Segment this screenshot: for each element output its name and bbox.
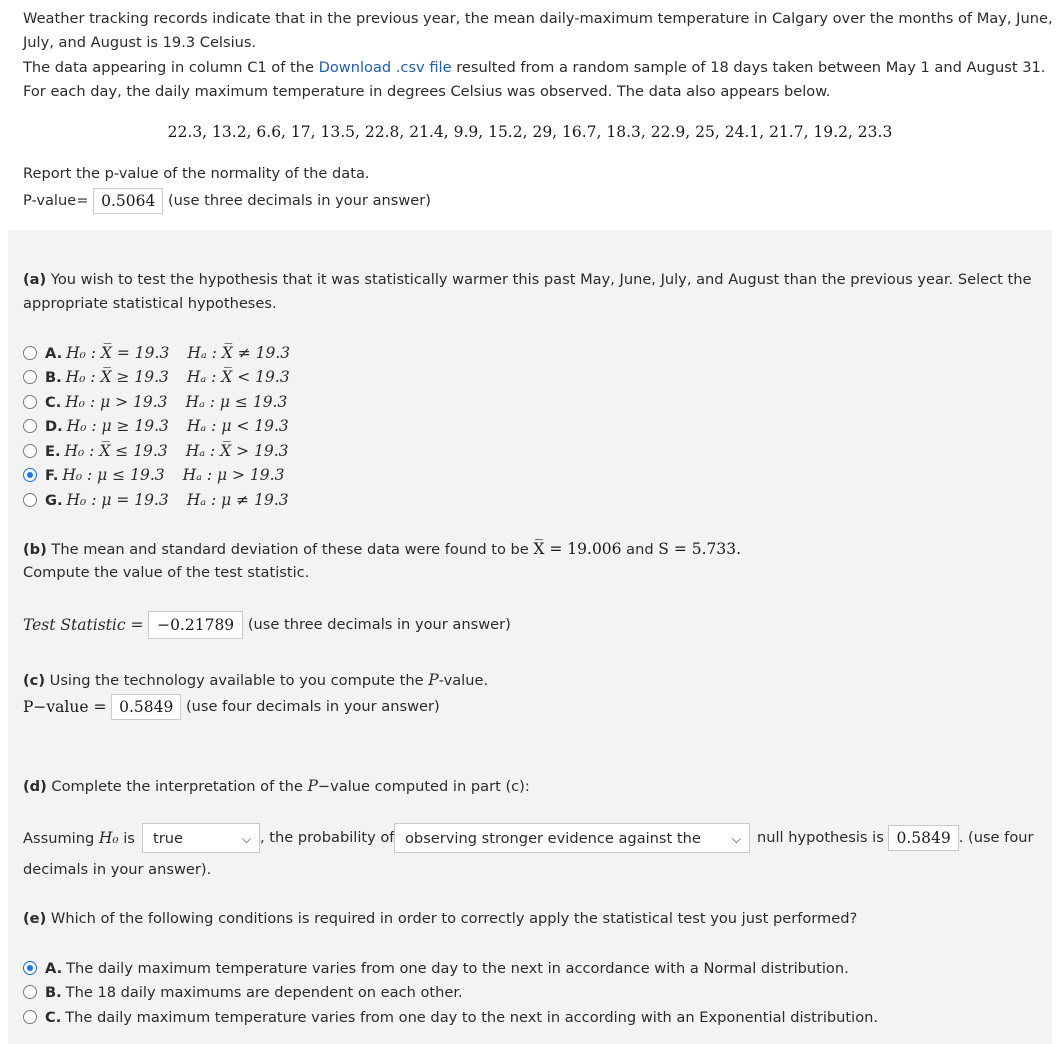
normality-hint: (use three decimals in your answer)	[167, 192, 431, 209]
alternative-hypothesis: Hₐ : μ > 19.3	[182, 466, 285, 484]
part-d-label: (d)	[23, 778, 47, 795]
radio-button[interactable]	[23, 1010, 37, 1024]
alternative-hypothesis: Hₐ : X̅ ≠ 19.3	[187, 344, 291, 362]
radio-button[interactable]	[23, 985, 37, 999]
option-letter: G.	[45, 492, 63, 509]
test-statistic-hint: (use three decimals in your answer)	[247, 616, 511, 633]
null-hypothesis: H₀ : μ ≤ 19.3	[62, 466, 165, 484]
option-letter: E.	[45, 443, 61, 460]
part-e-text-body: Which of the following conditions is required in order to correctly apply the statistical test you just performed?	[46, 910, 858, 927]
part-e-text	[23, 909, 857, 929]
part-d-text-body: Complete the interpretation of the	[46, 778, 308, 795]
alternative-hypothesis: Hₐ : μ ≠ 19.3	[186, 491, 289, 509]
null-hypothesis: H₀ : X̅ = 19.3	[66, 344, 170, 362]
test-statistic-input[interactable]: −0.21789	[148, 611, 243, 639]
hypothesis-option[interactable]	[23, 415, 289, 438]
radio-button[interactable]	[23, 444, 37, 458]
option-text: The daily maximum temperature varies from one day to the next in accordance with a Normal distribution.	[66, 960, 849, 977]
option-text: The daily maximum temperature varies from one day to the next in according with an Exponential distribution.	[65, 1009, 879, 1026]
part-c-p-symbol: P	[428, 671, 439, 689]
alternative-hypothesis: Hₐ : μ < 19.3	[186, 417, 289, 435]
option-letter: A.	[45, 345, 63, 362]
option-letter: D.	[45, 418, 63, 435]
normality-pvalue-input[interactable]: 0.5064	[93, 188, 163, 214]
download-csv-link[interactable]: Download .csv file	[318, 59, 452, 76]
radio-button[interactable]	[23, 419, 37, 433]
hypothesis-option[interactable]	[23, 464, 284, 487]
truth-select-value: true	[153, 830, 183, 847]
part-a-text-2: appropriate statistical hypotheses.	[23, 295, 277, 312]
option-letter: B.	[45, 984, 62, 1001]
hypothesis-option[interactable]	[23, 366, 290, 389]
option-letter: C.	[45, 1009, 62, 1026]
radio-button[interactable]	[23, 370, 37, 384]
part-e-label: (e)	[23, 910, 47, 927]
part-b-text: The mean and standard deviation of these data were found to be	[46, 541, 534, 558]
part-b-and: and	[621, 541, 659, 558]
part-b-text-1	[23, 539, 741, 560]
evidence-select[interactable]	[394, 823, 750, 853]
hypothesis-option[interactable]	[23, 489, 289, 512]
part-c-label: (c)	[23, 672, 45, 689]
condition-option[interactable]	[23, 982, 463, 1004]
hypothesis-option[interactable]	[23, 342, 290, 365]
part-d-tail: null hypothesis is	[757, 829, 884, 846]
intro-line-3-post: resulted from a random sample of 18 days taken between May 1 and August 31.	[451, 59, 1046, 76]
alternative-hypothesis: Hₐ : μ ≤ 19.3	[185, 393, 288, 411]
hypothesis-option[interactable]	[23, 391, 287, 414]
null-hypothesis: H₀ : μ = 19.3	[66, 491, 169, 509]
part-c-text	[23, 670, 488, 691]
option-letter: B.	[45, 369, 62, 386]
null-hypothesis: H₀ : μ ≥ 19.3	[66, 417, 169, 435]
radio-button[interactable]	[23, 493, 37, 507]
part-d-is: is	[118, 830, 135, 847]
part-a-label: (a)	[23, 271, 47, 288]
mean-expression: X̅ = 19.006	[533, 540, 622, 558]
condition-option[interactable]	[23, 1007, 878, 1029]
part-d-tail-row	[757, 823, 1034, 853]
null-hypothesis: H₀ : X̅ ≤ 19.3	[64, 442, 168, 460]
intro-line-3-pre: The data appearing in column C1 of the	[23, 59, 319, 76]
part-d-text	[23, 776, 530, 797]
pvalue-input[interactable]: 0.5849	[111, 694, 181, 720]
part-d-assuming-text: Assuming	[23, 830, 99, 847]
chevron-down-icon: ⌵	[241, 832, 251, 846]
part-a-text: You wish to test the hypothesis that it was statistically warmer this past May, June, July, and August than the previous year. Select the	[46, 271, 1032, 288]
intro-line-3	[23, 58, 1045, 78]
pvalue-row	[23, 692, 440, 722]
part-d-h0: H₀	[98, 829, 119, 847]
normality-label: P-value=	[23, 192, 89, 209]
part-d-line-2: decimals in your answer).	[23, 861, 212, 878]
data-values: 22.3, 13.2, 6.6, 17, 13.5, 22.8, 21.4, 9.9, 15.2, 29, 16.7, 18.3, 22.9, 25, 24.1, 21.7, 19.2, 23.3	[167, 123, 893, 141]
part-c-text-body: Using the technology available to you compute the	[45, 672, 429, 689]
intro-line-2: July, and August is 19.3 Celsius.	[23, 34, 257, 51]
radio-selected[interactable]	[23, 468, 37, 482]
alternative-hypothesis: Hₐ : X̅ < 19.3	[186, 368, 290, 386]
part-d-assuming	[23, 827, 135, 850]
pvalue-label: P−value =	[23, 698, 107, 716]
intro-line-1: Weather tracking records indicate that in the previous year, the mean daily-maximum temperature in Calgary over the months of May, June,	[23, 10, 1053, 27]
option-text: The 18 daily maximums are dependent on each other.	[65, 984, 463, 1001]
part-a-text-1	[23, 270, 1031, 290]
normality-prompt: Report the p-value of the normality of the data.	[23, 165, 370, 182]
sd-expression: S = 5.733.	[658, 540, 742, 558]
part-d-mid: , the probability of	[260, 829, 395, 846]
null-hypothesis: H₀ : X̅ ≥ 19.3	[65, 368, 169, 386]
pvalue-hint: (use four decimals in your answer)	[185, 698, 440, 715]
part-d-p-symbol: P	[307, 777, 318, 795]
test-statistic-label: Test Statistic =	[23, 616, 144, 634]
condition-option[interactable]	[23, 958, 849, 980]
alternative-hypothesis: Hₐ : X̅ > 19.3	[185, 442, 289, 460]
truth-select[interactable]	[142, 823, 260, 853]
part-d-end: . (use four	[958, 829, 1034, 846]
part-c-text-end: -value.	[438, 672, 489, 689]
option-letter: C.	[45, 394, 62, 411]
part-b-text-2: Compute the value of the test statistic.	[23, 564, 310, 581]
radio-button[interactable]	[23, 395, 37, 409]
part-d-text-end: −value computed in part (c):	[317, 778, 530, 795]
option-letter: A.	[45, 960, 63, 977]
option-letter: F.	[45, 467, 59, 484]
hypothesis-option[interactable]	[23, 440, 289, 463]
null-hypothesis: H₀ : μ > 19.3	[65, 393, 168, 411]
normality-row	[23, 186, 431, 216]
intro-line-4: For each day, the daily maximum temperature in degrees Celsius was observed. The data also appears below.	[23, 83, 831, 100]
part-d-answer-input[interactable]: 0.5849	[888, 825, 958, 851]
chevron-down-icon: ⌵	[731, 832, 741, 846]
evidence-select-value: observing stronger evidence against the	[405, 830, 701, 847]
radio-button[interactable]	[23, 346, 37, 360]
test-statistic-row	[23, 609, 511, 641]
part-b-label: (b)	[23, 541, 47, 558]
radio-selected[interactable]	[23, 961, 37, 975]
